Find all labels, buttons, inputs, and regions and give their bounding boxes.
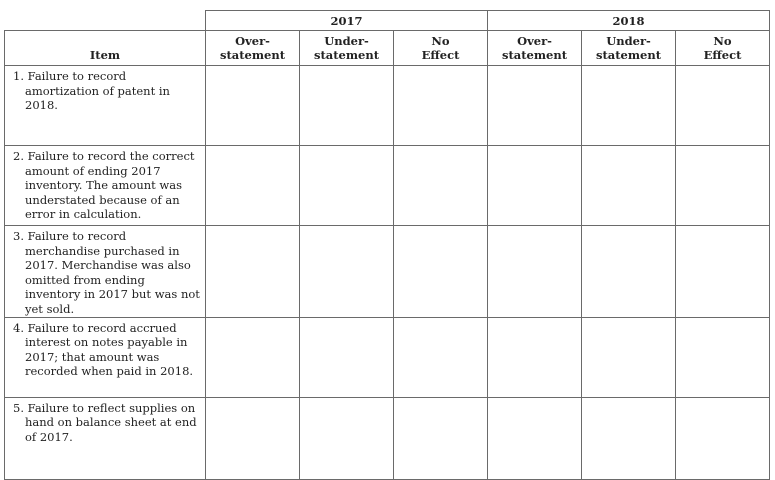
answer-cell[interactable] — [394, 397, 488, 479]
answer-cell[interactable] — [206, 146, 300, 226]
answer-cell[interactable] — [394, 317, 488, 397]
answer-cell[interactable] — [582, 146, 676, 226]
answer-cell[interactable] — [206, 397, 300, 479]
table-row — [5, 146, 770, 226]
answer-cell[interactable] — [300, 66, 394, 146]
answer-cell[interactable] — [488, 397, 582, 479]
answer-cell[interactable] — [394, 146, 488, 226]
answer-cell[interactable] — [582, 317, 676, 397]
answer-cell[interactable] — [488, 146, 582, 226]
answer-cell[interactable] — [300, 226, 394, 318]
answer-cell[interactable] — [300, 397, 394, 479]
item-description: 5. Failure to reflect supplies on hand on balance sheet at end of 2017. — [5, 397, 206, 479]
answer-cell[interactable] — [676, 66, 770, 146]
answer-cell[interactable] — [300, 146, 394, 226]
col-2017-no-effect: No Effect — [394, 31, 488, 66]
answer-cell[interactable] — [394, 226, 488, 318]
col-2018-understatement: Under- statement — [582, 31, 676, 66]
answer-cell[interactable] — [676, 226, 770, 318]
col-2017-understatement: Under- statement — [300, 31, 394, 66]
answer-cell[interactable] — [676, 397, 770, 479]
table-row — [5, 66, 770, 146]
table-row — [5, 397, 770, 479]
answer-cell[interactable] — [582, 66, 676, 146]
table-row — [5, 317, 770, 397]
answer-cell[interactable] — [206, 317, 300, 397]
item-description: 4. Failure to record accrued interest on notes payable in 2017; that amount was recorded when paid in 2018. — [5, 317, 206, 397]
answer-cell[interactable] — [206, 226, 300, 318]
answer-cell[interactable] — [394, 66, 488, 146]
col-2018-no-effect: No Effect — [676, 31, 770, 66]
answer-cell[interactable] — [488, 226, 582, 318]
answer-cell[interactable] — [582, 226, 676, 318]
answer-cell[interactable] — [582, 397, 676, 479]
blank-corner — [5, 11, 206, 31]
year-header-2017: 2017 — [206, 11, 488, 31]
col-2017-overstatement: Over- statement — [206, 31, 300, 66]
table-row — [5, 226, 770, 318]
answer-cell[interactable] — [488, 317, 582, 397]
year-header-2018: 2018 — [488, 11, 770, 31]
answer-cell[interactable] — [300, 317, 394, 397]
answer-cell[interactable] — [676, 317, 770, 397]
item-description: 3. Failure to record merchandise purchased in 2017. Merchandise was also omitted from ending inventory in 2017 but was not yet sold. — [5, 226, 206, 318]
answer-cell[interactable] — [206, 66, 300, 146]
answer-cell[interactable] — [676, 146, 770, 226]
item-description: 2. Failure to record the correct amount of ending 2017 inventory. The amount was understated because of an error in calculation. — [5, 146, 206, 226]
answer-cell[interactable] — [488, 66, 582, 146]
item-column-header: Item — [5, 31, 206, 66]
error-analysis-table — [4, 10, 770, 480]
item-description: 1. Failure to record amortization of patent in 2018. — [5, 66, 206, 146]
col-2018-overstatement: Over- statement — [488, 31, 582, 66]
